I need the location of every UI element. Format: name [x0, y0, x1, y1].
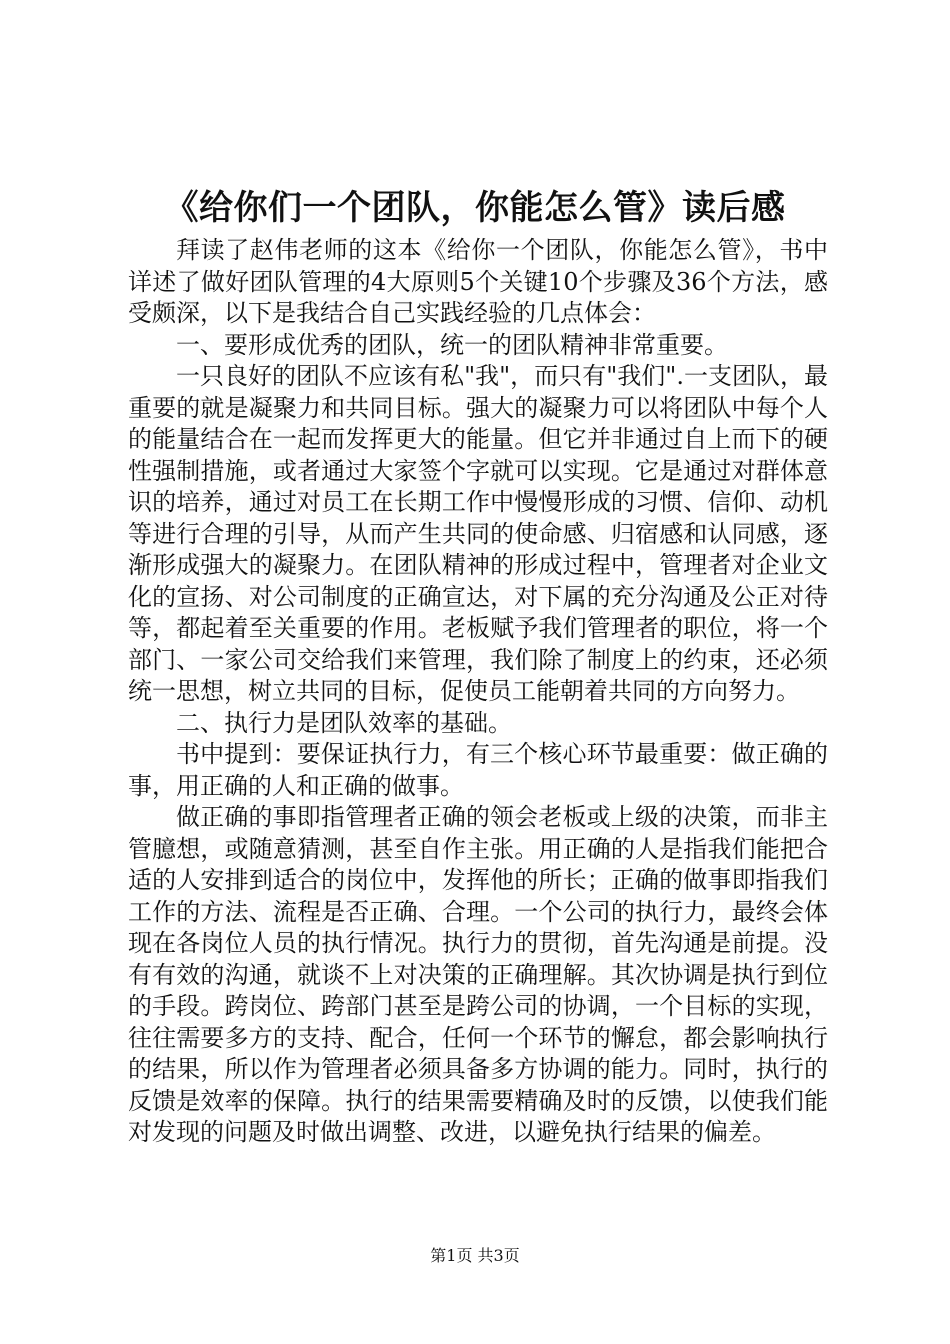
- paragraph-execution-core: 书中提到：要保证执行力，有三个核心环节最重要：做正确的事，用正确的人和正确的做事。: [128, 740, 828, 800]
- paragraph-intro: 拜读了赵伟老师的这本《给你一个团队，你能怎么管》，书中详述了做好团队管理的4大原则5个关键10个步骤及36个方法，感受颇深，以下是我结合自己实践经验的几点体会：: [128, 236, 828, 327]
- paragraph-team-spirit: 一只良好的团队不应该有私"我"，而只有"我们".一支团队，最重要的就是凝聚力和共同目标。强大的凝聚力可以将团队中每个人的能量结合在一起而发挥更大的能量。但它并非通过自上而下的硬性强制措施，或者通过大家签个字就可以实现。它是通过对群体意识的培养，通过对员工在长期工作中慢慢形成的习惯、信仰、动机等进行合理的引导，从而产生共同的使命感、归宿感和认同感，逐渐形成强大的凝聚力。在团队精神的形成过程中，管理者对企业文化的宣扬、对公司制度的正确宣达，对下属的充分沟通及公正对待等，都起着至关重要的作用。老板赋予我们管理者的职位，将一个部门、一家公司交给我们来管理，我们除了制度上的约束，还必须统一思想，树立共同的目标，促使员工能朝着共同的方向努力。: [128, 362, 828, 705]
- section-heading-1: 一、要形成优秀的团队，统一的团队精神非常重要。: [176, 330, 728, 359]
- document-body: [128, 235, 828, 1149]
- section-heading-2: 二、执行力是团队效率的基础。: [176, 708, 512, 737]
- paragraph-execution-detail: 做正确的事即指管理者正确的领会老板或上级的决策，而非主管臆想，或随意猜测，甚至自作主张。用正确的人是指我们能把合适的人安排到适合的岗位中，发挥他的所长；正确的做事即指我们工作的方法、流程是否正确、合理。一个公司的执行力，最终会体现在各岗位人员的执行情况。执行力的贯彻，首先沟通是前提。没有有效的沟通，就谈不上对决策的正确理解。其次协调是执行到位的手段。跨岗位、跨部门甚至是跨公司的协调，一个目标的实现，往往需要多方的支持、配合，任何一个环节的懈怠，都会影响执行的结果，所以作为管理者必须具备多方协调的能力。同时，执行的反馈是效率的保障。执行的结果需要精确及时的反馈，以使我们能对发现的问题及时做出调整、改进，以避免执行结果的偏差。: [128, 803, 828, 1146]
- document-title: 《给你们一个团队，你能怎么管》读后感: [164, 188, 786, 228]
- page-footer: 第1页 共3页: [430, 1246, 520, 1265]
